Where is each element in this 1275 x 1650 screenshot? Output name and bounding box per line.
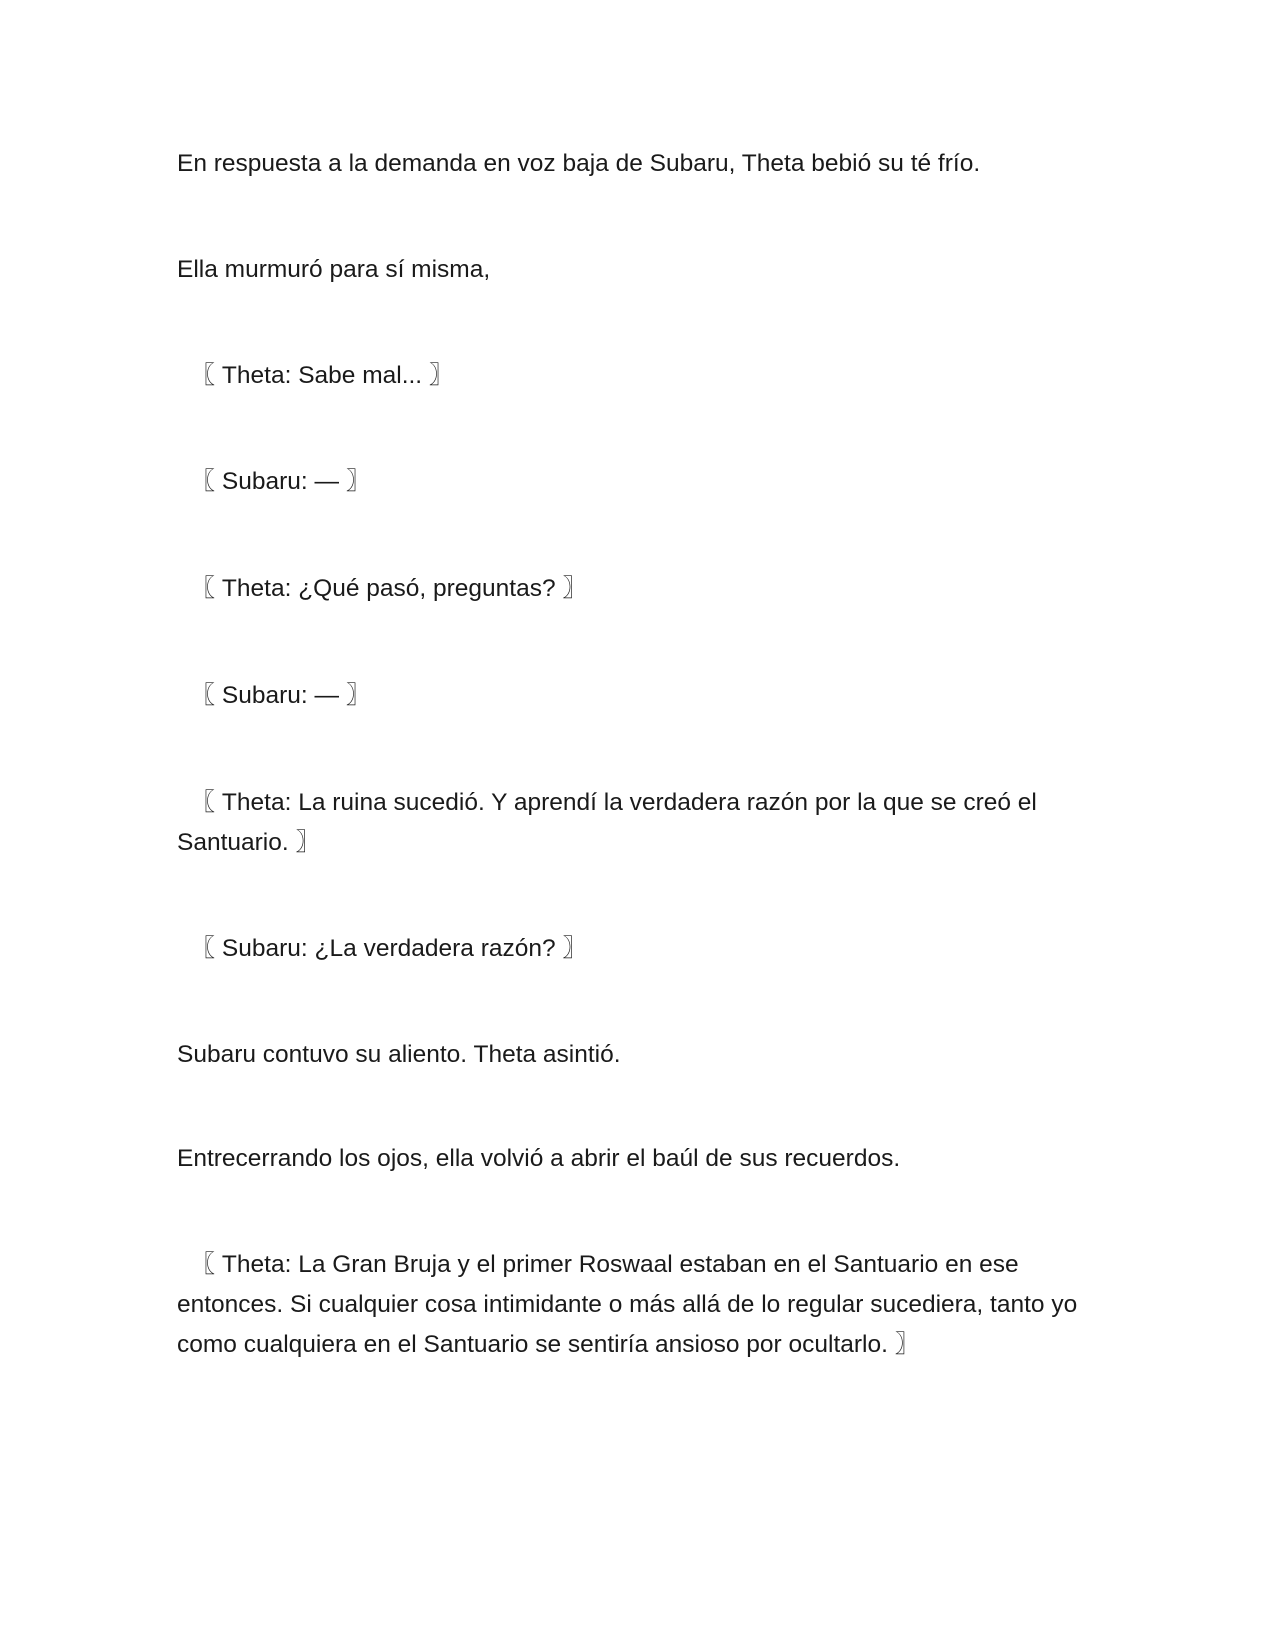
dialogue-theta-2: 〖 Theta: ¿Qué pasó, preguntas? 〗 — [177, 575, 587, 602]
dialogue-theta-1: 〖 Theta: Sabe mal... 〗 — [177, 362, 454, 389]
dialogue-subaru-3: 〖 Subaru: ¿La verdadera razón? 〗 — [177, 935, 587, 962]
paragraph-narration-2: Ella murmuró para sí misma, — [177, 256, 491, 283]
paragraph-narration-3: Subaru contuvo su aliento. Theta asintió. — [177, 1041, 621, 1068]
dialogue-subaru-1: 〖 Subaru: — 〗 — [177, 468, 371, 495]
paragraph-narration-1: En respuesta a la demanda en voz baja de Subaru, Theta bebió su té frío. — [177, 150, 981, 177]
dialogue-theta-4: 〖 Theta: La Gran Bruja y el primer Roswaal estaban en el Santuario en ese entonces. Si cualquier cosa intimidante o más allá de lo regular sucediera, tanto yo como cualquiera en el Santuario se sentiría ansioso por ocultarlo. 〗 — [177, 1251, 1085, 1358]
dialogue-subaru-2: 〖 Subaru: — 〗 — [177, 682, 371, 709]
paragraph-narration-4: Entrecerrando los ojos, ella volvió a abrir el baúl de sus recuerdos. — [177, 1145, 901, 1172]
dialogue-theta-3: 〖 Theta: La ruina sucedió. Y aprendí la verdadera razón por la que se creó el Santuario. 〗 — [177, 789, 1044, 856]
